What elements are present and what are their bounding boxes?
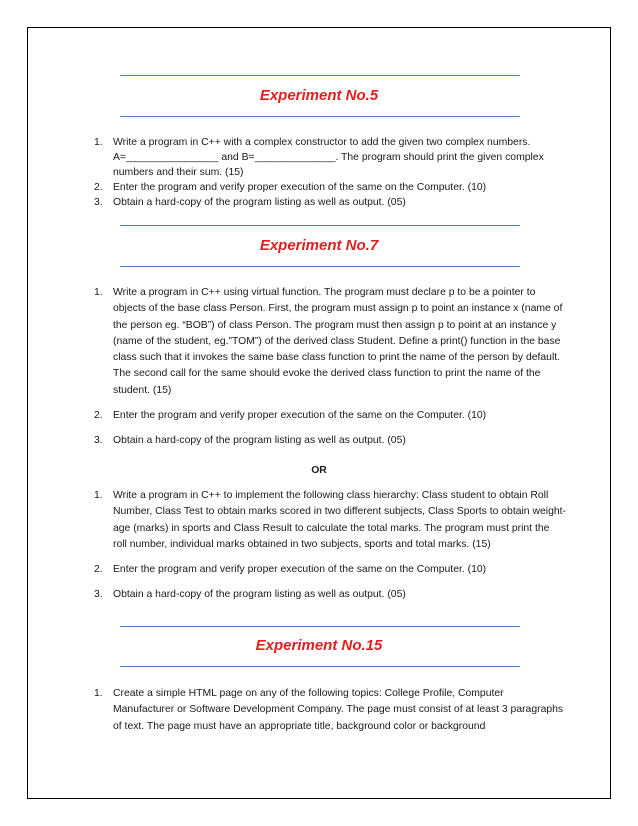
divider — [120, 116, 520, 117]
item-text: Enter the program and verify proper execution of the same on the Computer. (10) — [113, 182, 487, 193]
item-text: Write a program in C++ with a complex constructor to add the given two complex numbers. A=________________ and B=______________. The program should print the given complex numbers and their sum. (15) — [113, 137, 544, 178]
item-text: Enter the program and verify proper execution of the same on the Computer. (10) — [113, 410, 487, 422]
item-text: Obtain a hard-copy of the program listing as well as output. (05) — [113, 435, 406, 447]
experiment-15-steps — [94, 686, 566, 744]
experiment-7-title: Experiment No.7 — [259, 237, 379, 254]
list-item — [94, 135, 566, 180]
item-number: 2. — [94, 564, 103, 576]
item-number: 1. — [94, 287, 103, 298]
list-item — [94, 195, 566, 210]
or-separator: OR — [311, 465, 327, 476]
experiment-15-title: Experiment No.15 — [255, 637, 383, 654]
item-number: 3. — [94, 589, 103, 601]
list-item — [94, 587, 566, 603]
divider — [120, 626, 520, 627]
item-text: Create a simple HTML page on any of the following topics: College Profile, Computer Manufacturer or Software Development Company. The page must consist of at least 3 paragraphs of text. The page must have an appropriate title, background color or background — [113, 688, 564, 732]
list-item — [94, 686, 566, 735]
list-item — [94, 433, 566, 449]
list-item — [94, 408, 566, 424]
item-number: 3. — [94, 435, 103, 447]
item-number: 2. — [94, 410, 103, 422]
divider — [120, 225, 520, 226]
item-text: Write a program in C++ using virtual function. The program must declare p to be a pointer to objects of the base class Person. First, the program must assign p to point an instance x (name of the person eg. “BOB”) of class Person. The program must then assign p to point at an instance y (name of the student, eg.”TOM”) of the derived class Student. Define a print() function in the base class such that it invokes the same base class function to print the name of the person by default. The second call for the same should evoke the derived class function to print the name of the student. (15) — [113, 287, 563, 396]
experiment-7-alt-steps — [94, 488, 566, 613]
divider — [120, 666, 520, 667]
experiment-7-steps — [94, 285, 566, 459]
list-item — [94, 180, 566, 195]
experiment-5-title: Experiment No.5 — [259, 87, 379, 104]
item-number: 2. — [94, 182, 103, 193]
item-number: 3. — [94, 197, 103, 208]
item-number: 1. — [94, 490, 103, 501]
divider — [120, 75, 520, 76]
experiment-5-steps — [94, 135, 566, 210]
list-item — [94, 562, 566, 578]
item-number: 1. — [94, 688, 103, 699]
item-text: Enter the program and verify proper execution of the same on the Computer. (10) — [113, 564, 487, 576]
item-text: Obtain a hard-copy of the program listing as well as output. (05) — [113, 589, 406, 601]
item-text: Write a program in C++ to implement the following class hierarchy: Class student to obtain Roll Number, Class Test to obtain marks scored in two different subjects, Class Sports to obtain weight-age (marks) in sports and Class Result to calculate the total marks. The program must print the roll number, individual marks obtained in two subjects, sports and total marks. (15) — [113, 490, 566, 550]
list-item — [94, 285, 566, 399]
item-number: 1. — [94, 137, 103, 148]
item-text: Obtain a hard-copy of the program listing as well as output. (05) — [113, 197, 406, 208]
list-item — [94, 488, 566, 553]
divider — [120, 266, 520, 267]
